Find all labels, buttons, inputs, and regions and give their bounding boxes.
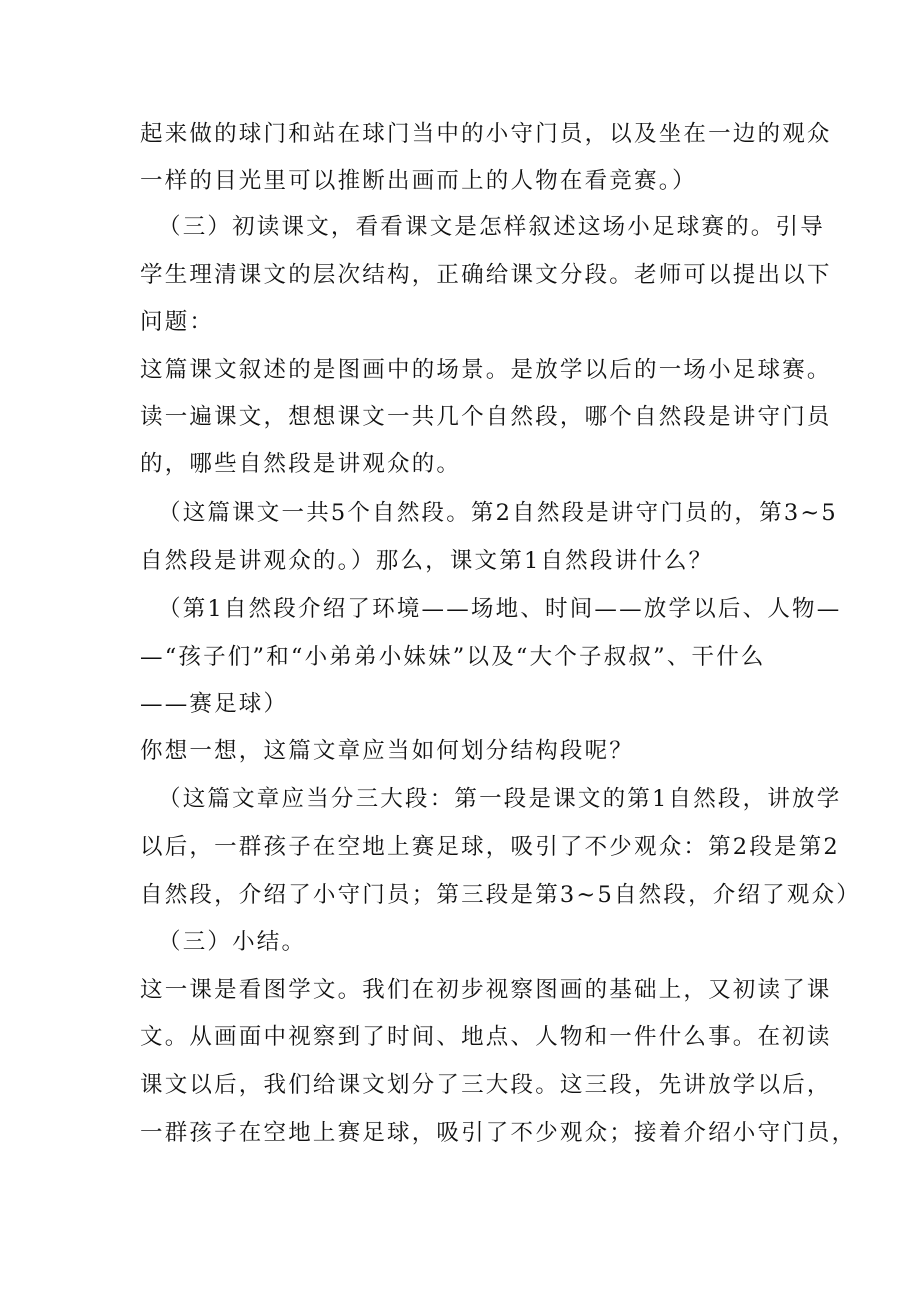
text-line: 问题： xyxy=(140,309,215,335)
paragraph-start: （第1自然段介绍了环境——场地、时间——放学以后、人物— xyxy=(158,596,842,622)
paragraph-start: 这篇课文叙述的是图画中的场景。是放学以后的一场小足球赛。 xyxy=(140,357,832,383)
text-line: 文。从画面中视察到了时间、地点、人物和一件什么事。在初读 xyxy=(140,1024,832,1050)
paragraph-start: 这一课是看图学文。我们在初步视察图画的基础上，又初读了课 xyxy=(140,977,832,1003)
paragraph-start: （这篇文章应当分三大段：第一段是课文的第1自然段，讲放学 xyxy=(158,786,842,812)
section-heading: （三）小结。 xyxy=(158,929,307,955)
text-line: 课文以后，我们给课文划分了三大段。这三段，先讲放学以后， xyxy=(140,1072,832,1098)
text-line: ——赛足球） xyxy=(140,691,289,717)
text-line: 起来做的球门和站在球门当中的小守门员，以及坐在一边的观众 xyxy=(140,121,832,147)
text-line: 自然段是讲观众的。）那么，课文第1自然段讲什么？ xyxy=(140,548,714,574)
text-line: 学生理清课文的层次结构，正确给课文分段。老师可以提出以下 xyxy=(140,262,832,288)
paragraph-start: 你想一想，这篇文章应当如何划分结构段呢？ xyxy=(140,738,635,764)
text-line: 一样的目光里可以推断出画而上的人物在看竞赛。） xyxy=(140,168,697,194)
text-line: 一群孩子在空地上赛足球，吸引了不少观众；接着介绍小守门员， xyxy=(140,1120,857,1146)
text-line: 的，哪些自然段是讲观众的。 xyxy=(140,451,462,477)
text-line: 以后，一群孩子在空地上赛足球，吸引了不少观众：第2段是第2 xyxy=(140,834,840,860)
text-line: 读一遍课文，想想课文一共几个自然段，哪个自然段是讲守门员 xyxy=(140,404,832,430)
paragraph-start: （三）初读课文，看看课文是怎样叙述这场小足球赛的。引导 xyxy=(158,214,825,240)
paragraph-start: （这篇课文一共5个自然段。第2自然段是讲守门员的，第3~5 xyxy=(158,500,838,526)
text-line: 自然段，介绍了小守门员；第三段是第3~5自然段，介绍了观众） xyxy=(140,882,861,908)
text-line: —“孩子们”和“小弟弟小妹妹”以及“大个子叔叔”、干什么 xyxy=(140,644,766,670)
